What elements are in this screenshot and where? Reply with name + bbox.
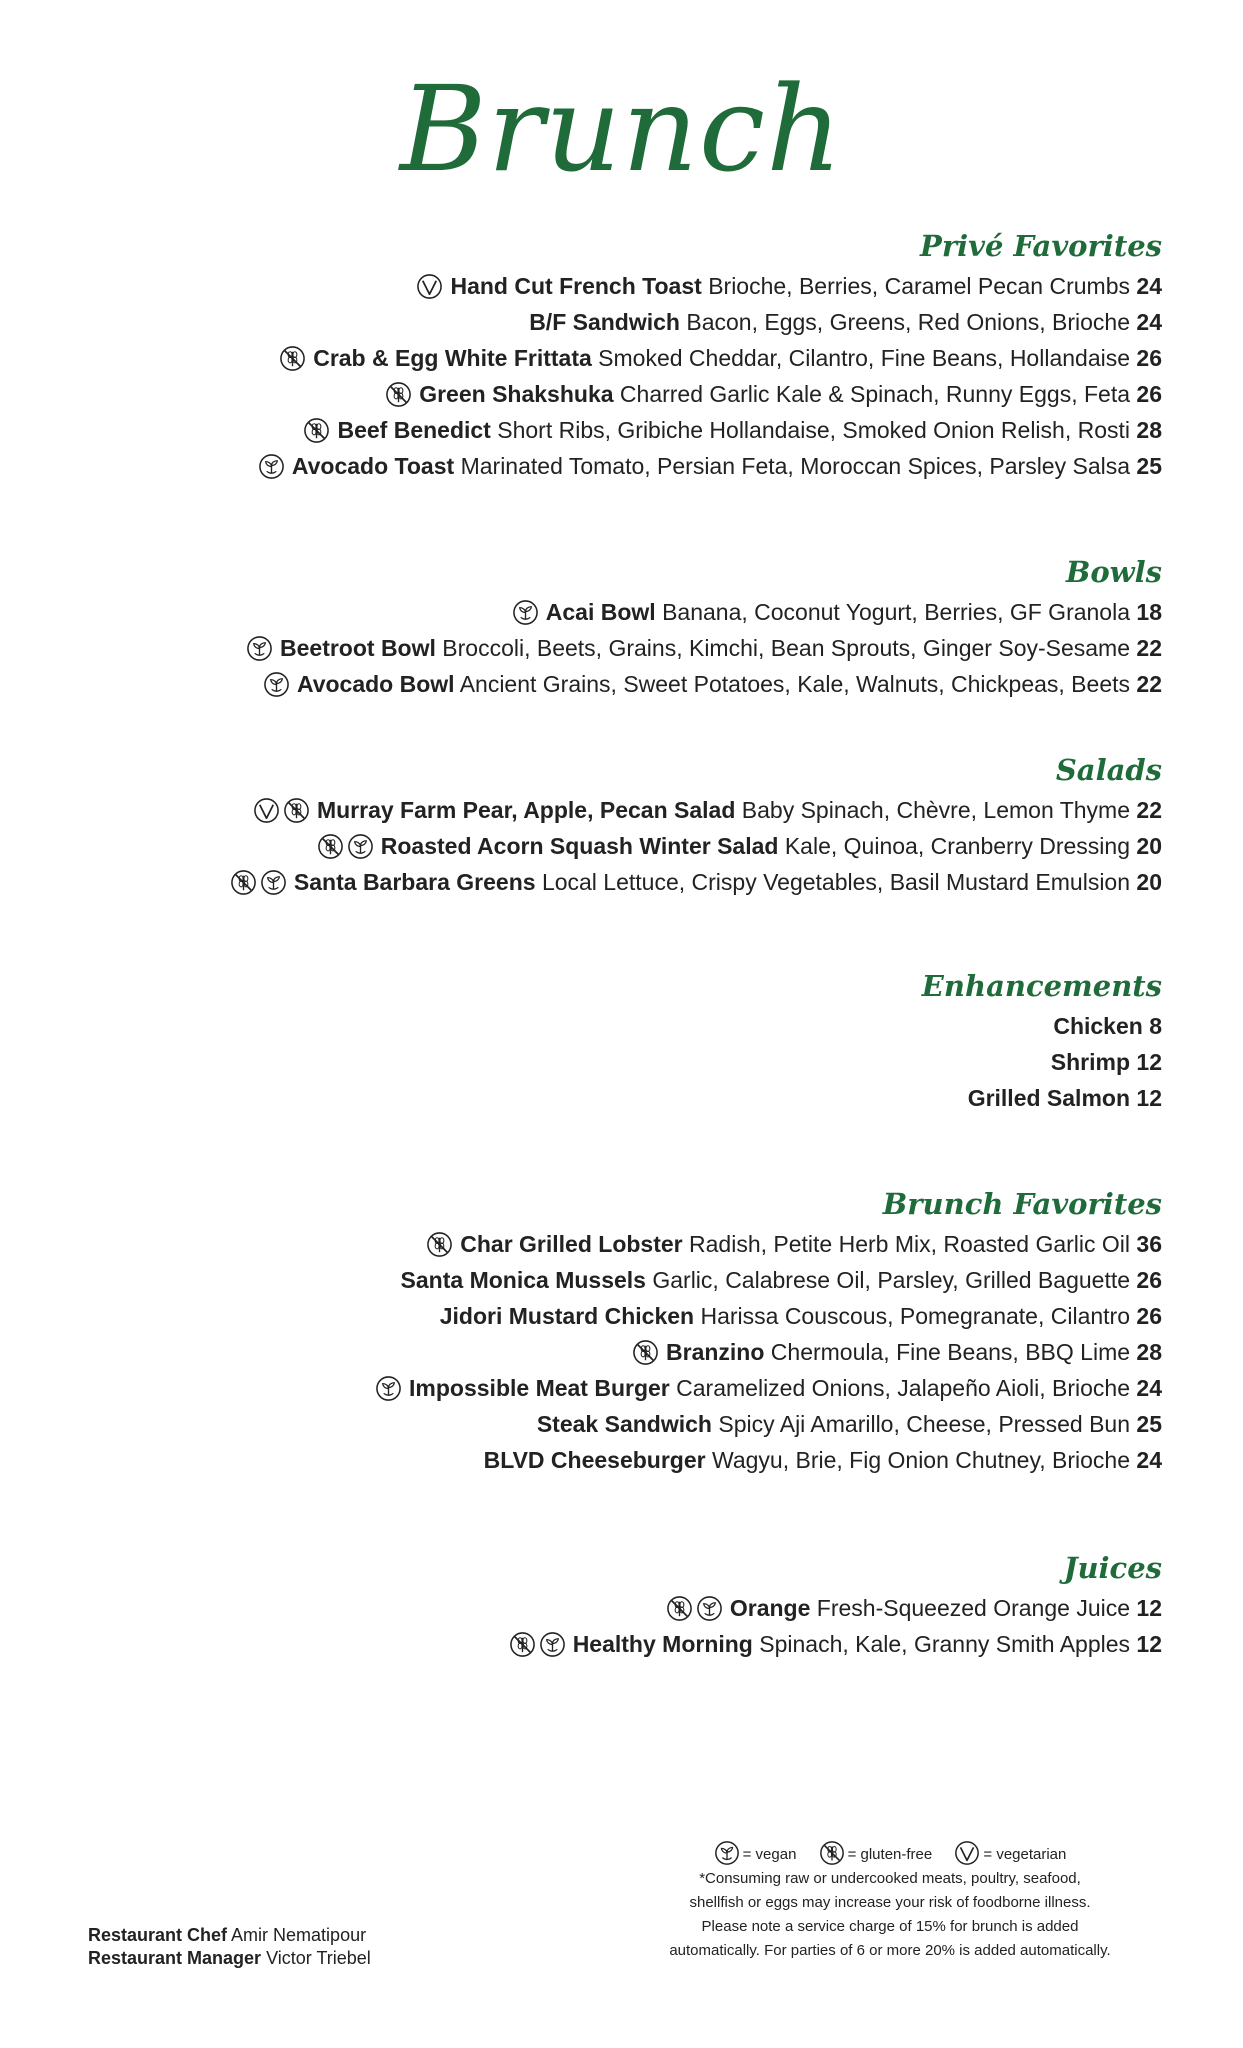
item-name: Avocado Bowl (296, 671, 455, 697)
menu-item (258, 304, 1162, 340)
legend-note-line: *Consuming raw or undercooked meats, poultry, seafood, (699, 1870, 1081, 1887)
menu-item (922, 1008, 1162, 1044)
menu-item (246, 630, 1162, 666)
legend-vegan-label: = vegan (742, 1846, 797, 1863)
item-description: Brioche, Berries, Caramel Pecan Crumbs (708, 273, 1131, 299)
item-name: Char Grilled Lobster (460, 1231, 683, 1257)
item-description: Chermoula, Fine Beans, BBQ Lime (770, 1339, 1131, 1365)
gluten-free-icon (230, 869, 257, 896)
menu-item (246, 594, 1162, 630)
chef-credit (88, 1924, 371, 1947)
menu-item (258, 448, 1162, 484)
item-name: Shrimp (1050, 1049, 1131, 1075)
item-description: Caramelized Onions, Jalapeño Aioli, Brioche (676, 1375, 1131, 1401)
section-heading: Juices (1063, 1551, 1162, 1585)
dietary-icons (509, 1626, 569, 1662)
item-price: 26 (1136, 345, 1162, 371)
vegan-icon (246, 635, 273, 662)
chef-name: Amir Nematipour (231, 1925, 367, 1945)
menu-item (258, 412, 1162, 448)
section-enhancements (922, 968, 1162, 1116)
vegan-icon (375, 1375, 402, 1402)
legend-note-line: shellfish or eggs may increase your risk of foodborne illness. (689, 1894, 1091, 1911)
item-price: 8 (1149, 1013, 1162, 1039)
item-name: Green Shakshuka (419, 381, 614, 407)
item-price: 22 (1136, 797, 1162, 823)
item-name: Crab & Egg White Frittata (313, 345, 592, 371)
dietary-icons (253, 792, 313, 828)
dietary-icons (426, 1226, 456, 1262)
item-name: Jidori Mustard Chicken (439, 1303, 695, 1329)
section-heading: Enhancements (921, 969, 1162, 1003)
item-price: 20 (1136, 833, 1162, 859)
item-price: 28 (1136, 417, 1162, 443)
legend-note-line: automatically. For parties of 6 or more 20% is added automatically. (669, 1942, 1111, 1959)
legend-note-line: Please note a service charge of 15% for brunch is added (701, 1918, 1079, 1935)
item-name: Santa Monica Mussels (400, 1267, 646, 1293)
manager-credit (88, 1947, 371, 1970)
item-name: Acai Bowl (545, 599, 656, 625)
legend-vegetarian-label: = vegetarian (983, 1846, 1067, 1863)
item-name: Roasted Acorn Squash Winter Salad (380, 833, 779, 859)
item-name: B/F Sandwich (529, 309, 680, 335)
section-prive-favorites (258, 228, 1162, 484)
item-description: Harissa Couscous, Pomegranate, Cilantro (700, 1303, 1131, 1329)
item-name: Hand Cut French Toast (450, 273, 702, 299)
item-description: Smoked Cheddar, Cilantro, Fine Beans, Hollandaise (598, 345, 1131, 371)
item-description: Bacon, Eggs, Greens, Red Onions, Brioche (686, 309, 1131, 335)
dietary-icons (303, 412, 333, 448)
item-description: Fresh-Squeezed Orange Juice (816, 1595, 1131, 1621)
item-name: BLVD Cheeseburger (483, 1447, 706, 1473)
item-name: Murray Farm Pear, Apple, Pecan Salad (316, 797, 736, 823)
vegan-icon (347, 833, 374, 860)
item-name: Healthy Morning (572, 1631, 753, 1657)
dietary-icons (416, 268, 446, 304)
menu-item (230, 792, 1162, 828)
dietary-icons (263, 666, 293, 702)
dietary-icons (258, 448, 288, 484)
menu-item (258, 340, 1162, 376)
menu-item (375, 1298, 1162, 1334)
gluten-free-icon (303, 417, 330, 444)
item-price: 18 (1136, 599, 1162, 625)
item-price: 22 (1136, 635, 1162, 661)
menu-item (509, 1590, 1162, 1626)
item-price: 26 (1136, 1303, 1162, 1329)
gluten-free-icon (632, 1339, 659, 1366)
vegan-icon (260, 869, 287, 896)
dietary-icons (512, 594, 542, 630)
item-price: 26 (1136, 381, 1162, 407)
dietary-icons (230, 864, 290, 900)
gluten-free-icon (385, 381, 412, 408)
item-description: Local Lettuce, Crispy Vegetables, Basil Mustard Emulsion (541, 869, 1131, 895)
menu-item (509, 1626, 1162, 1662)
section-heading: Brunch Favorites (882, 1187, 1162, 1221)
item-name: Beef Benedict (337, 417, 491, 443)
item-price: 26 (1136, 1267, 1162, 1293)
vegetarian-icon (954, 1840, 980, 1866)
item-description: Spinach, Kale, Granny Smith Apples (759, 1631, 1131, 1657)
dietary-icons (279, 340, 309, 376)
gluten-free-icon (317, 833, 344, 860)
item-name: Grilled Salmon (967, 1085, 1131, 1111)
item-price: 25 (1136, 453, 1162, 479)
gluten-free-icon (666, 1595, 693, 1622)
menu-item (375, 1262, 1162, 1298)
dietary-icons (385, 376, 415, 412)
item-description: Ancient Grains, Sweet Potatoes, Kale, Walnuts, Chickpeas, Beets (459, 671, 1131, 697)
vegan-icon (263, 671, 290, 698)
dietary-icons (246, 630, 276, 666)
item-description: Radish, Petite Herb Mix, Roasted Garlic Oil (689, 1231, 1131, 1257)
chef-label: Restaurant Chef (88, 1925, 228, 1945)
legend-gluten-free-label: = gluten-free (847, 1846, 933, 1863)
gluten-free-icon (279, 345, 306, 372)
menu-item (246, 666, 1162, 702)
section-heading: Salads (1055, 753, 1162, 787)
vegan-icon (714, 1840, 740, 1866)
item-description: Spicy Aji Amarillo, Cheese, Pressed Bun (718, 1411, 1131, 1437)
item-name: Santa Barbara Greens (293, 869, 536, 895)
item-price: 24 (1136, 309, 1162, 335)
staff-credits (88, 1924, 371, 1970)
gluten-free-icon (509, 1631, 536, 1658)
item-price: 12 (1136, 1631, 1162, 1657)
section-bowls (246, 554, 1162, 702)
section-heading: Privé Favorites (920, 229, 1162, 263)
item-description: Baby Spinach, Chèvre, Lemon Thyme (741, 797, 1131, 823)
item-name: Chicken (1053, 1013, 1143, 1039)
menu-item (258, 376, 1162, 412)
dietary-icons (666, 1590, 726, 1626)
menu-item (922, 1044, 1162, 1080)
section-brunch-favorites (375, 1186, 1162, 1478)
gluten-free-icon (283, 797, 310, 824)
item-price: 24 (1136, 1447, 1162, 1473)
item-price: 12 (1136, 1595, 1162, 1621)
vegan-icon (539, 1631, 566, 1658)
item-name: Branzino (666, 1339, 765, 1365)
item-price: 20 (1136, 869, 1162, 895)
menu-item (375, 1226, 1162, 1262)
item-price: 22 (1136, 671, 1162, 697)
item-description: Garlic, Calabrese Oil, Parsley, Grilled Baguette (652, 1267, 1131, 1293)
item-description: Marinated Tomato, Persian Feta, Moroccan Spices, Parsley Salsa (460, 453, 1131, 479)
item-price: 12 (1136, 1085, 1162, 1111)
menu-item (258, 268, 1162, 304)
item-description: Charred Garlic Kale & Spinach, Runny Eggs, Feta (619, 381, 1131, 407)
vegetarian-icon (253, 797, 280, 824)
item-name: Avocado Toast (291, 453, 455, 479)
page-title: Brunch (399, 60, 844, 198)
item-name: Orange (729, 1595, 811, 1621)
gluten-free-icon (426, 1231, 453, 1258)
item-name: Steak Sandwich (536, 1411, 712, 1437)
vegetarian-icon (416, 273, 443, 300)
section-salads (230, 752, 1162, 900)
manager-name: Victor Triebel (266, 1948, 371, 1968)
item-price: 12 (1136, 1049, 1162, 1075)
item-price: 36 (1136, 1231, 1162, 1257)
menu-item (375, 1442, 1162, 1478)
dietary-icons (317, 828, 377, 864)
item-name: Beetroot Bowl (280, 635, 436, 661)
vegan-icon (696, 1595, 723, 1622)
item-price: 24 (1136, 1375, 1162, 1401)
vegan-icon (512, 599, 539, 626)
menu-item (375, 1370, 1162, 1406)
manager-label: Restaurant Manager (88, 1948, 262, 1968)
menu-item (230, 864, 1162, 900)
section-juices (509, 1550, 1162, 1662)
section-heading: Bowls (1065, 555, 1162, 589)
item-description: Broccoli, Beets, Grains, Kimchi, Bean Sprouts, Ginger Soy-Sesame (442, 635, 1131, 661)
menu-item (375, 1334, 1162, 1370)
dietary-legend (620, 1840, 1160, 1963)
item-price: 24 (1136, 273, 1162, 299)
item-description: Banana, Coconut Yogurt, Berries, GF Granola (662, 599, 1131, 625)
dietary-icons (375, 1370, 405, 1406)
vegan-icon (258, 453, 285, 480)
menu-item (375, 1406, 1162, 1442)
item-description: Short Ribs, Gribiche Hollandaise, Smoked Onion Relish, Rosti (497, 417, 1131, 443)
item-name: Impossible Meat Burger (409, 1375, 670, 1401)
item-price: 25 (1136, 1411, 1162, 1437)
menu-item (230, 828, 1162, 864)
gluten-free-icon (819, 1840, 845, 1866)
dietary-icons (632, 1334, 662, 1370)
legend-keys (620, 1840, 1160, 1867)
item-description: Kale, Quinoa, Cranberry Dressing (784, 833, 1131, 859)
item-description: Wagyu, Brie, Fig Onion Chutney, Brioche (711, 1447, 1131, 1473)
item-price: 28 (1136, 1339, 1162, 1365)
menu-item (922, 1080, 1162, 1116)
